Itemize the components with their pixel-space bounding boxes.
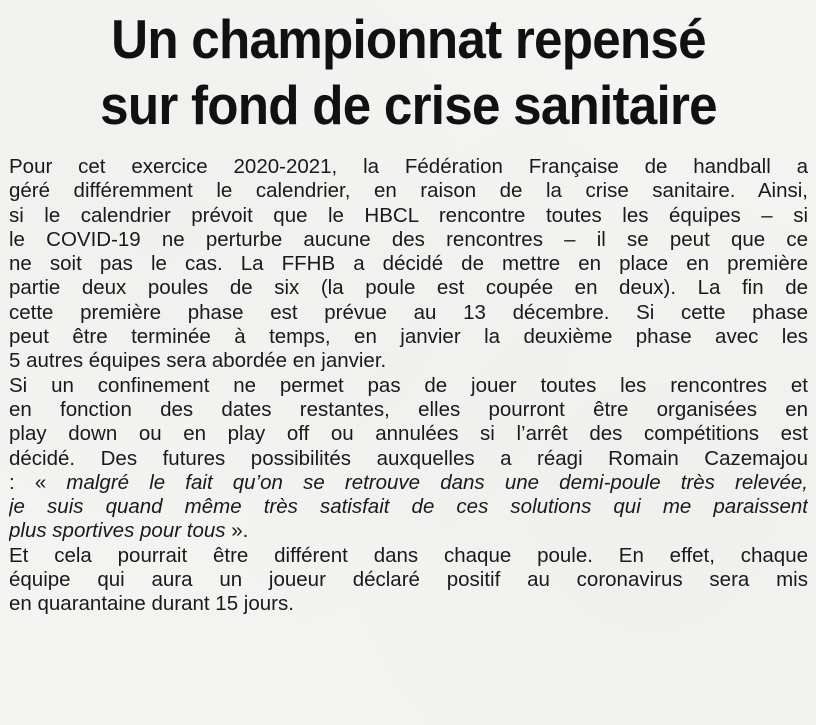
quote-text: plus sportives pour tous	[9, 519, 226, 543]
quote-text: malgré le fait qu’on se retrouve dans une demi-poule très relevée,	[66, 470, 808, 494]
quote-close: ».	[225, 519, 249, 543]
body-line: équipe qui aura un joueur déclaré positif au coronavirus sera mis	[9, 568, 808, 592]
body-line: 5 autres équipes sera abordée en janvier.	[9, 349, 387, 373]
body-line: partie deux poules de six (la poule est coupée en deux). La fin de	[9, 276, 808, 300]
body-line: Pour cet exercice 2020-2021, la Fédération Française de handball a	[9, 155, 808, 178]
quote-line	[9, 471, 808, 495]
body-line: cette première phase est prévue au 13 décembre. Si cette phase	[9, 300, 808, 324]
headline-line-2: sur fond de crise sanitaire	[100, 74, 717, 136]
body-line: décidé. Des futures possibilités auxquelles a réagi Romain Cazemajou	[9, 446, 808, 470]
body-line: le COVID-19 ne perturbe aucune des rencontres – il se peut que ce	[9, 227, 808, 251]
body-line: en fonction des dates restantes, elles pourront être organisées en	[9, 397, 808, 421]
body-line: si le calendrier prévoit que le HBCL rencontre toutes les équipes – si	[9, 203, 808, 227]
quote-line	[9, 519, 808, 543]
article-body	[9, 155, 808, 617]
body-line: play down ou en play off ou annulées si l’arrêt des compétitions est	[9, 422, 808, 446]
body-line: en quarantaine durant 15 jours.	[9, 592, 294, 616]
body-line: Et cela pourrait être différent dans chaque poule. En effet, chaque	[9, 543, 808, 567]
body-line: Si un confinement ne permet pas de jouer toutes les rencontres et	[9, 373, 808, 397]
headline-line-1: Un championnat repensé	[111, 8, 706, 70]
article-headline	[37, 6, 780, 138]
body-line: peut être terminée à temps, en janvier la deuxième phase avec les	[9, 325, 808, 349]
body-line: ne soit pas le cas. La FFHB a décidé de mettre en place en première	[9, 252, 808, 276]
body-line: géré différemment le calendrier, en raison de la crise sanitaire. Ainsi,	[9, 179, 808, 203]
quote-line: je suis quand même très satisfait de ces solutions qui me paraissent	[9, 495, 808, 519]
quote-open: : «	[9, 470, 67, 494]
